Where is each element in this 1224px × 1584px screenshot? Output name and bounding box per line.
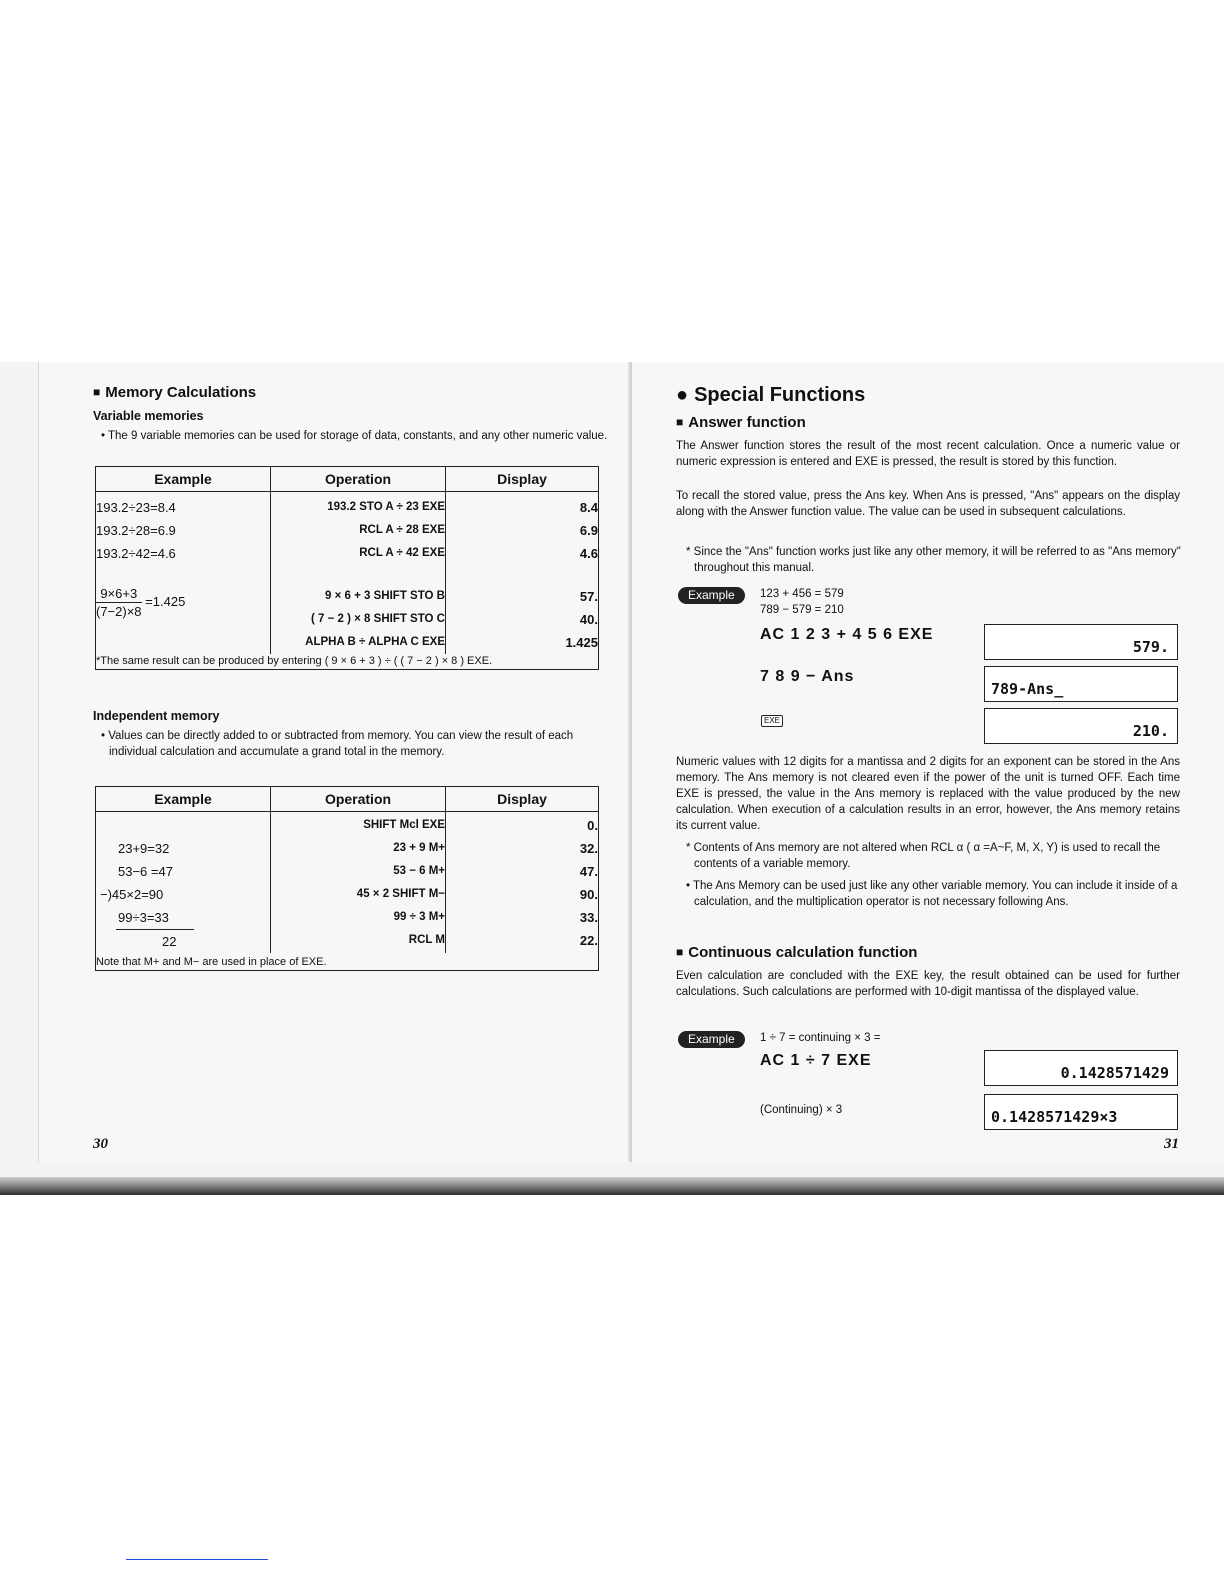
key-sequence-2: 7 8 9 − Ans [760,668,855,685]
display-cell: 4.6 [579,546,598,561]
col-header-operation: Operation [271,467,446,492]
example-cell: 193.2÷42=4.6 [96,546,176,561]
col-header-display: Display [446,467,599,492]
page-number-right: 31 [1164,1136,1179,1152]
fraction-denominator: (7−2)×8 [96,604,142,619]
key-sequence-3: EXE [760,712,784,730]
continuous-example-expression: 1 ÷ 7 = continuing × 3 = [760,1032,881,1044]
display-cell: 8.4 [579,500,598,515]
fraction-result: =1.425 [145,593,186,609]
operation-cell: 23 + 9 M+ [393,842,445,854]
example-cell: 53−6 =47 [118,864,173,879]
ans-note-1: * Contents of Ans memory are not altered when RCL α ( α =A~F, M, X, Y) is used to recall the contents of a variable memory. [686,842,1161,870]
display-column [446,812,599,954]
operation-column [271,492,446,655]
example-column [96,812,271,954]
continuous-lcd-display-1: 0.1428571429 [984,1050,1178,1086]
display-cell: 22. [579,933,598,948]
subtitle-variable-memories: Variable memories [93,409,204,423]
display-cell: 90. [579,887,598,902]
fraction-numerator: 9×6+3 [96,585,142,603]
ans-memory-note: * Since the "Ans" function works just like any other memory, it will be referred to as "Ans memory" throughout this manual. [686,546,1181,574]
example-expression-1: 123 + 456 = 579 [760,588,844,600]
display-cell: 1.425 [565,635,598,650]
continuous-key-sequence-1: AC 1 ÷ 7 EXE [760,1052,872,1069]
answer-function-title: ■ Answer function [676,414,806,431]
independent-memory-table [95,786,599,971]
continuous-calc-paragraph: Even calculation are concluded with the EXE key, the result obtained can be used for further calculations. Such calculations are performed with 10-digit mantissa of the displayed value. [676,970,1180,998]
display-cell: 6.9 [579,523,598,538]
operation-column [271,812,446,954]
operation-cell: RCL A ÷ 28 EXE [359,524,445,536]
lcd-display-2: 789-Ans_ [984,666,1178,702]
operation-cell: 193.2 STO A ÷ 23 EXE [327,501,445,513]
operation-cell: 9 × 6 + 3 SHIFT STO B [325,590,445,602]
example-cell: 193.2÷28=6.9 [96,523,176,538]
display-cell: 33. [579,910,598,925]
operation-cell: 53 − 6 M+ [393,865,445,877]
ans-memory-paragraph: Numeric values with 12 digits for a mantissa and 2 digits for an exponent can be stored in the Ans memory. The Ans memory is not cleared even if the power of the unit is turned OFF. Each time EXE is pressed, the value in the Ans memory is replaced with the value produced by the new calculation. When execution of a calculation results in an error, however, the Ans memory retains its current value. [676,756,1180,832]
independent-memory-note: Note that M+ and M− are used in place of EXE. [96,953,599,971]
continuous-lcd-display-2: 0.1428571429×3 [984,1094,1178,1130]
operation-cell: RCL M [408,934,445,946]
example-expression-2: 789 − 579 = 210 [760,604,844,616]
book-edge-shadow [0,1177,1224,1195]
subtitle-independent-memory: Independent memory [93,709,220,723]
link-underline [126,1559,268,1560]
operation-cell: SHIFT Mcl EXE [363,819,445,831]
display-cell: 32. [579,841,598,856]
book-spread [0,362,1224,1194]
answer-paragraph-1: The Answer function stores the result of the most recent calculation. Once a numeric value or numeric expression is entered and EXE is pressed, the result is stored by this function. [676,440,1180,468]
variable-memories-text: • The 9 variable memories can be used for storage of data, constants, and any other numeric value. [101,430,608,442]
col-header-operation: Operation [271,787,446,812]
example-badge: Example [678,1030,745,1048]
example-badge: Example [678,586,745,604]
right-page [632,362,1224,1162]
display-cell: 0. [587,818,598,833]
key-sequence-1: AC 1 2 3 + 4 5 6 EXE [760,626,934,643]
page-number-left: 30 [93,1136,108,1152]
example-cell [116,814,270,837]
operation-cell: ( 7 − 2 ) × 8 SHIFT STO C [311,613,445,625]
variable-memory-note: *The same result can be produced by entering ( 9 × 6 + 3 ) ÷ ( ( 7 − 2 ) × 8 ) EXE. [96,654,599,670]
variable-memory-table [95,466,599,670]
example-cell: 99÷3=33 [116,906,194,930]
lcd-display-3: 210. [984,708,1178,744]
operation-cell: 45 × 2 SHIFT M− [356,888,445,900]
display-cell: 57. [579,589,598,604]
col-header-display: Display [446,787,599,812]
answer-paragraph-2: To recall the stored value, press the Ans key. When Ans is pressed, "Ans" appears on the display along with the Answer function value. The value can be used in subsequent calculations. [676,490,1180,518]
lcd-display-1: 579. [984,624,1178,660]
ans-note-2: • The Ans Memory can be used just like any other variable memory. You can include it inside of a calculation, and the multiplication operator is not necessary following Ans. [686,880,1178,908]
example-column [96,492,271,655]
special-functions-title: ● Special Functions [676,384,865,407]
operation-cell: ALPHA B ÷ ALPHA C EXE [305,636,445,648]
continuous-key-sequence-2: (Continuing) × 3 [760,1104,843,1116]
operation-cell: RCL A ÷ 42 EXE [359,547,445,559]
left-page [38,362,631,1162]
independent-memory-text: • Values can be directly added to or subtracted from memory. You can view the result of each individual calculation and accumulate a grand total in the memory. [101,730,574,758]
example-cell: −)45×2=90 [100,887,164,902]
display-column [446,492,599,655]
example-cell: 193.2÷23=8.4 [96,500,176,515]
continuous-calc-title: ■ Continuous calculation function [676,944,917,961]
display-cell: 47. [579,864,598,879]
display-cell: 40. [579,612,598,627]
example-cell: 23+9=32 [118,841,170,856]
col-header-example: Example [96,467,271,492]
col-header-example: Example [96,787,271,812]
fraction-example [96,585,270,637]
section-title-memory: ■ Memory Calculations [93,384,256,401]
operation-cell: 99 ÷ 3 M+ [393,911,445,923]
example-cell: 22 [162,934,177,949]
